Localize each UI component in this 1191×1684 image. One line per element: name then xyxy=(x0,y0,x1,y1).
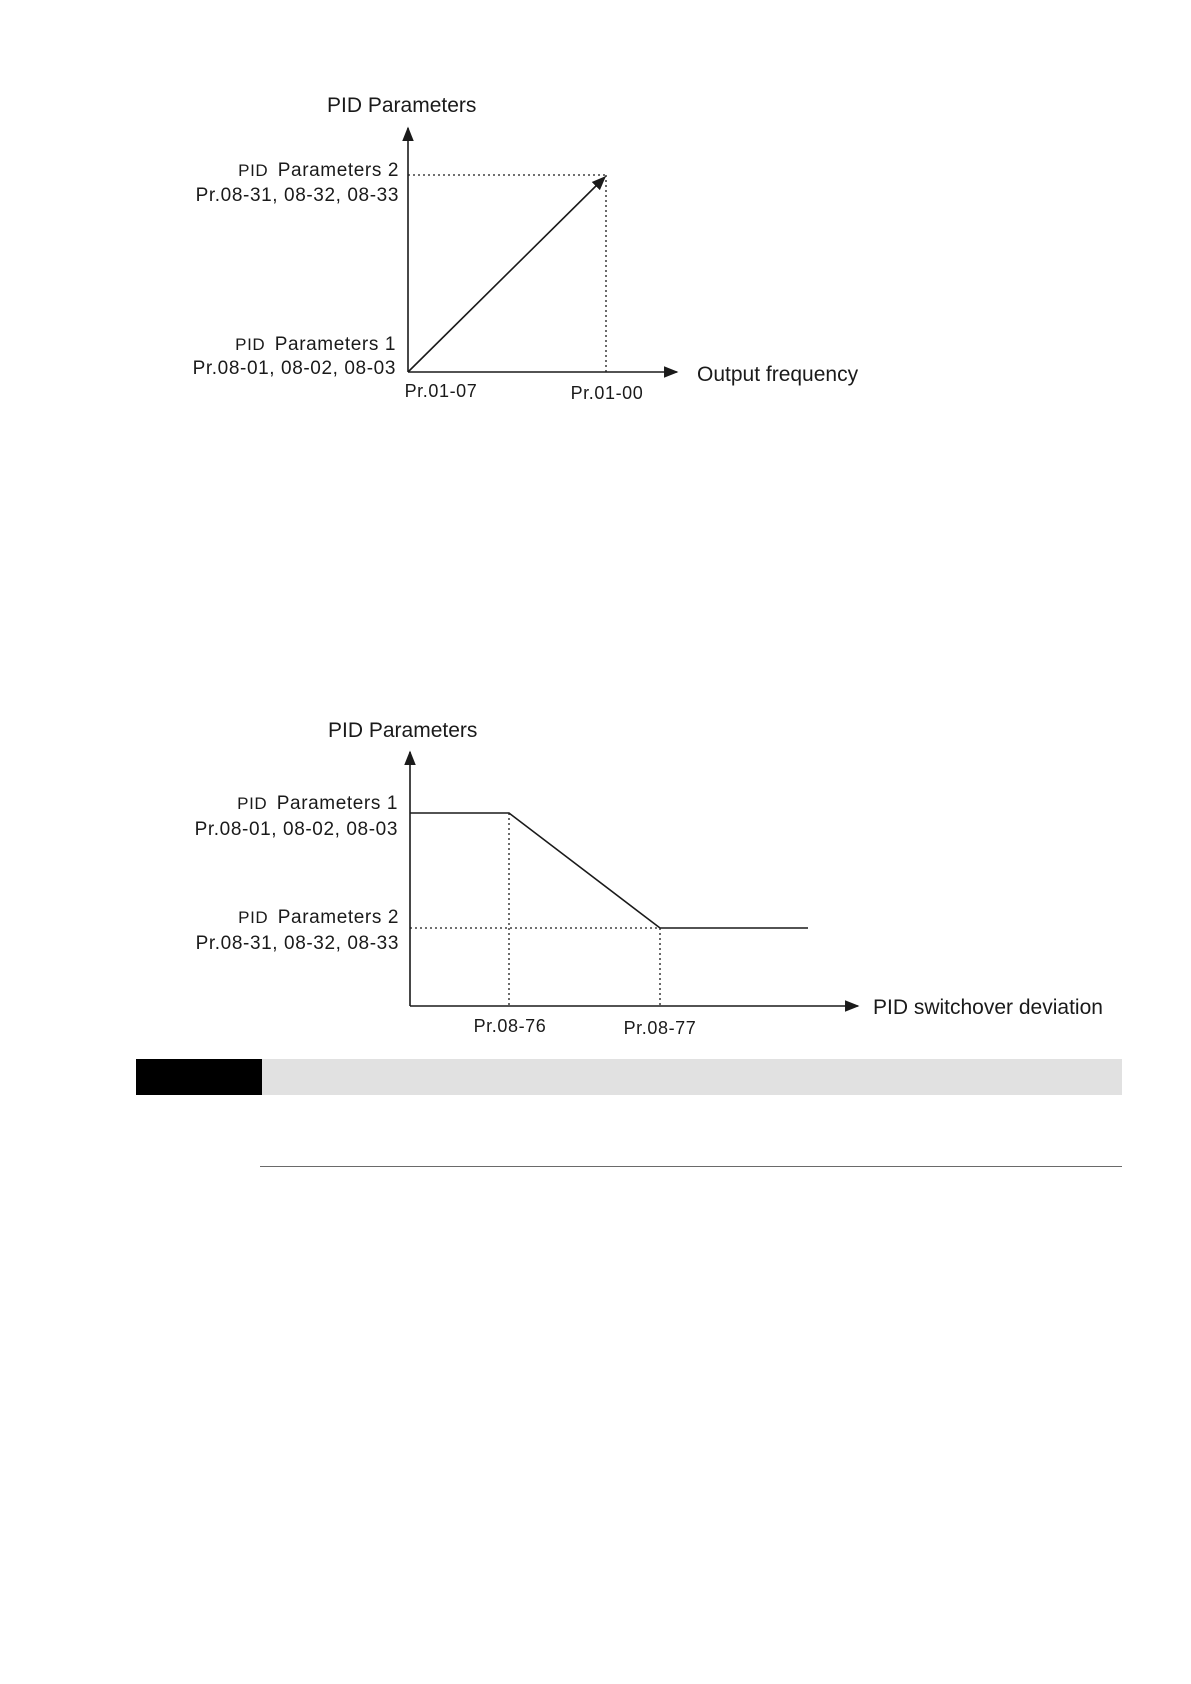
x-tick-start: Pr.08-76 xyxy=(473,1016,547,1036)
y-label-prefix: PID xyxy=(235,335,266,354)
y-label-params-2: Pr.08-31, 08-32, 08-33 xyxy=(195,933,399,954)
frequency-diagram xyxy=(193,94,859,403)
y-label-params-2: Pr.08-31, 08-32, 08-33 xyxy=(195,185,399,206)
x-tick-end: Pr.01-00 xyxy=(570,383,644,403)
x-tick-end: Pr.08-77 xyxy=(623,1018,697,1038)
transition-line xyxy=(408,177,605,372)
y-label-params-1: Pr.08-01, 08-02, 08-03 xyxy=(194,819,398,840)
y-label-name: Parameters 1 xyxy=(276,793,398,814)
y-label-prefix: PID xyxy=(238,161,269,180)
x-axis-title: Output frequency xyxy=(697,363,859,386)
x-axis-title: PID switchover deviation xyxy=(873,996,1103,1019)
transition-line xyxy=(410,813,808,928)
y-label-pid-parameters-1 xyxy=(237,793,398,814)
y-axis-title: PID Parameters xyxy=(327,94,477,117)
y-label-name: Parameters 2 xyxy=(277,907,399,928)
x-tick-start: Pr.01-07 xyxy=(404,381,478,401)
deviation-diagram xyxy=(195,719,1103,1038)
y-label-name: Parameters 2 xyxy=(277,160,399,181)
y-axis-title: PID Parameters xyxy=(328,719,478,742)
y-label-pid-parameters-2 xyxy=(238,160,399,181)
section-header-bar xyxy=(136,1059,1122,1095)
y-label-name: Parameters 1 xyxy=(274,334,396,355)
y-label-prefix: PID xyxy=(237,794,268,813)
section-header-tab xyxy=(136,1059,262,1095)
section-divider xyxy=(260,1166,1122,1167)
y-label-pid-parameters-2 xyxy=(238,907,399,928)
y-label-pid-parameters-1 xyxy=(235,334,396,355)
y-label-params-1: Pr.08-01, 08-02, 08-03 xyxy=(192,358,396,379)
y-label-prefix: PID xyxy=(238,908,269,927)
